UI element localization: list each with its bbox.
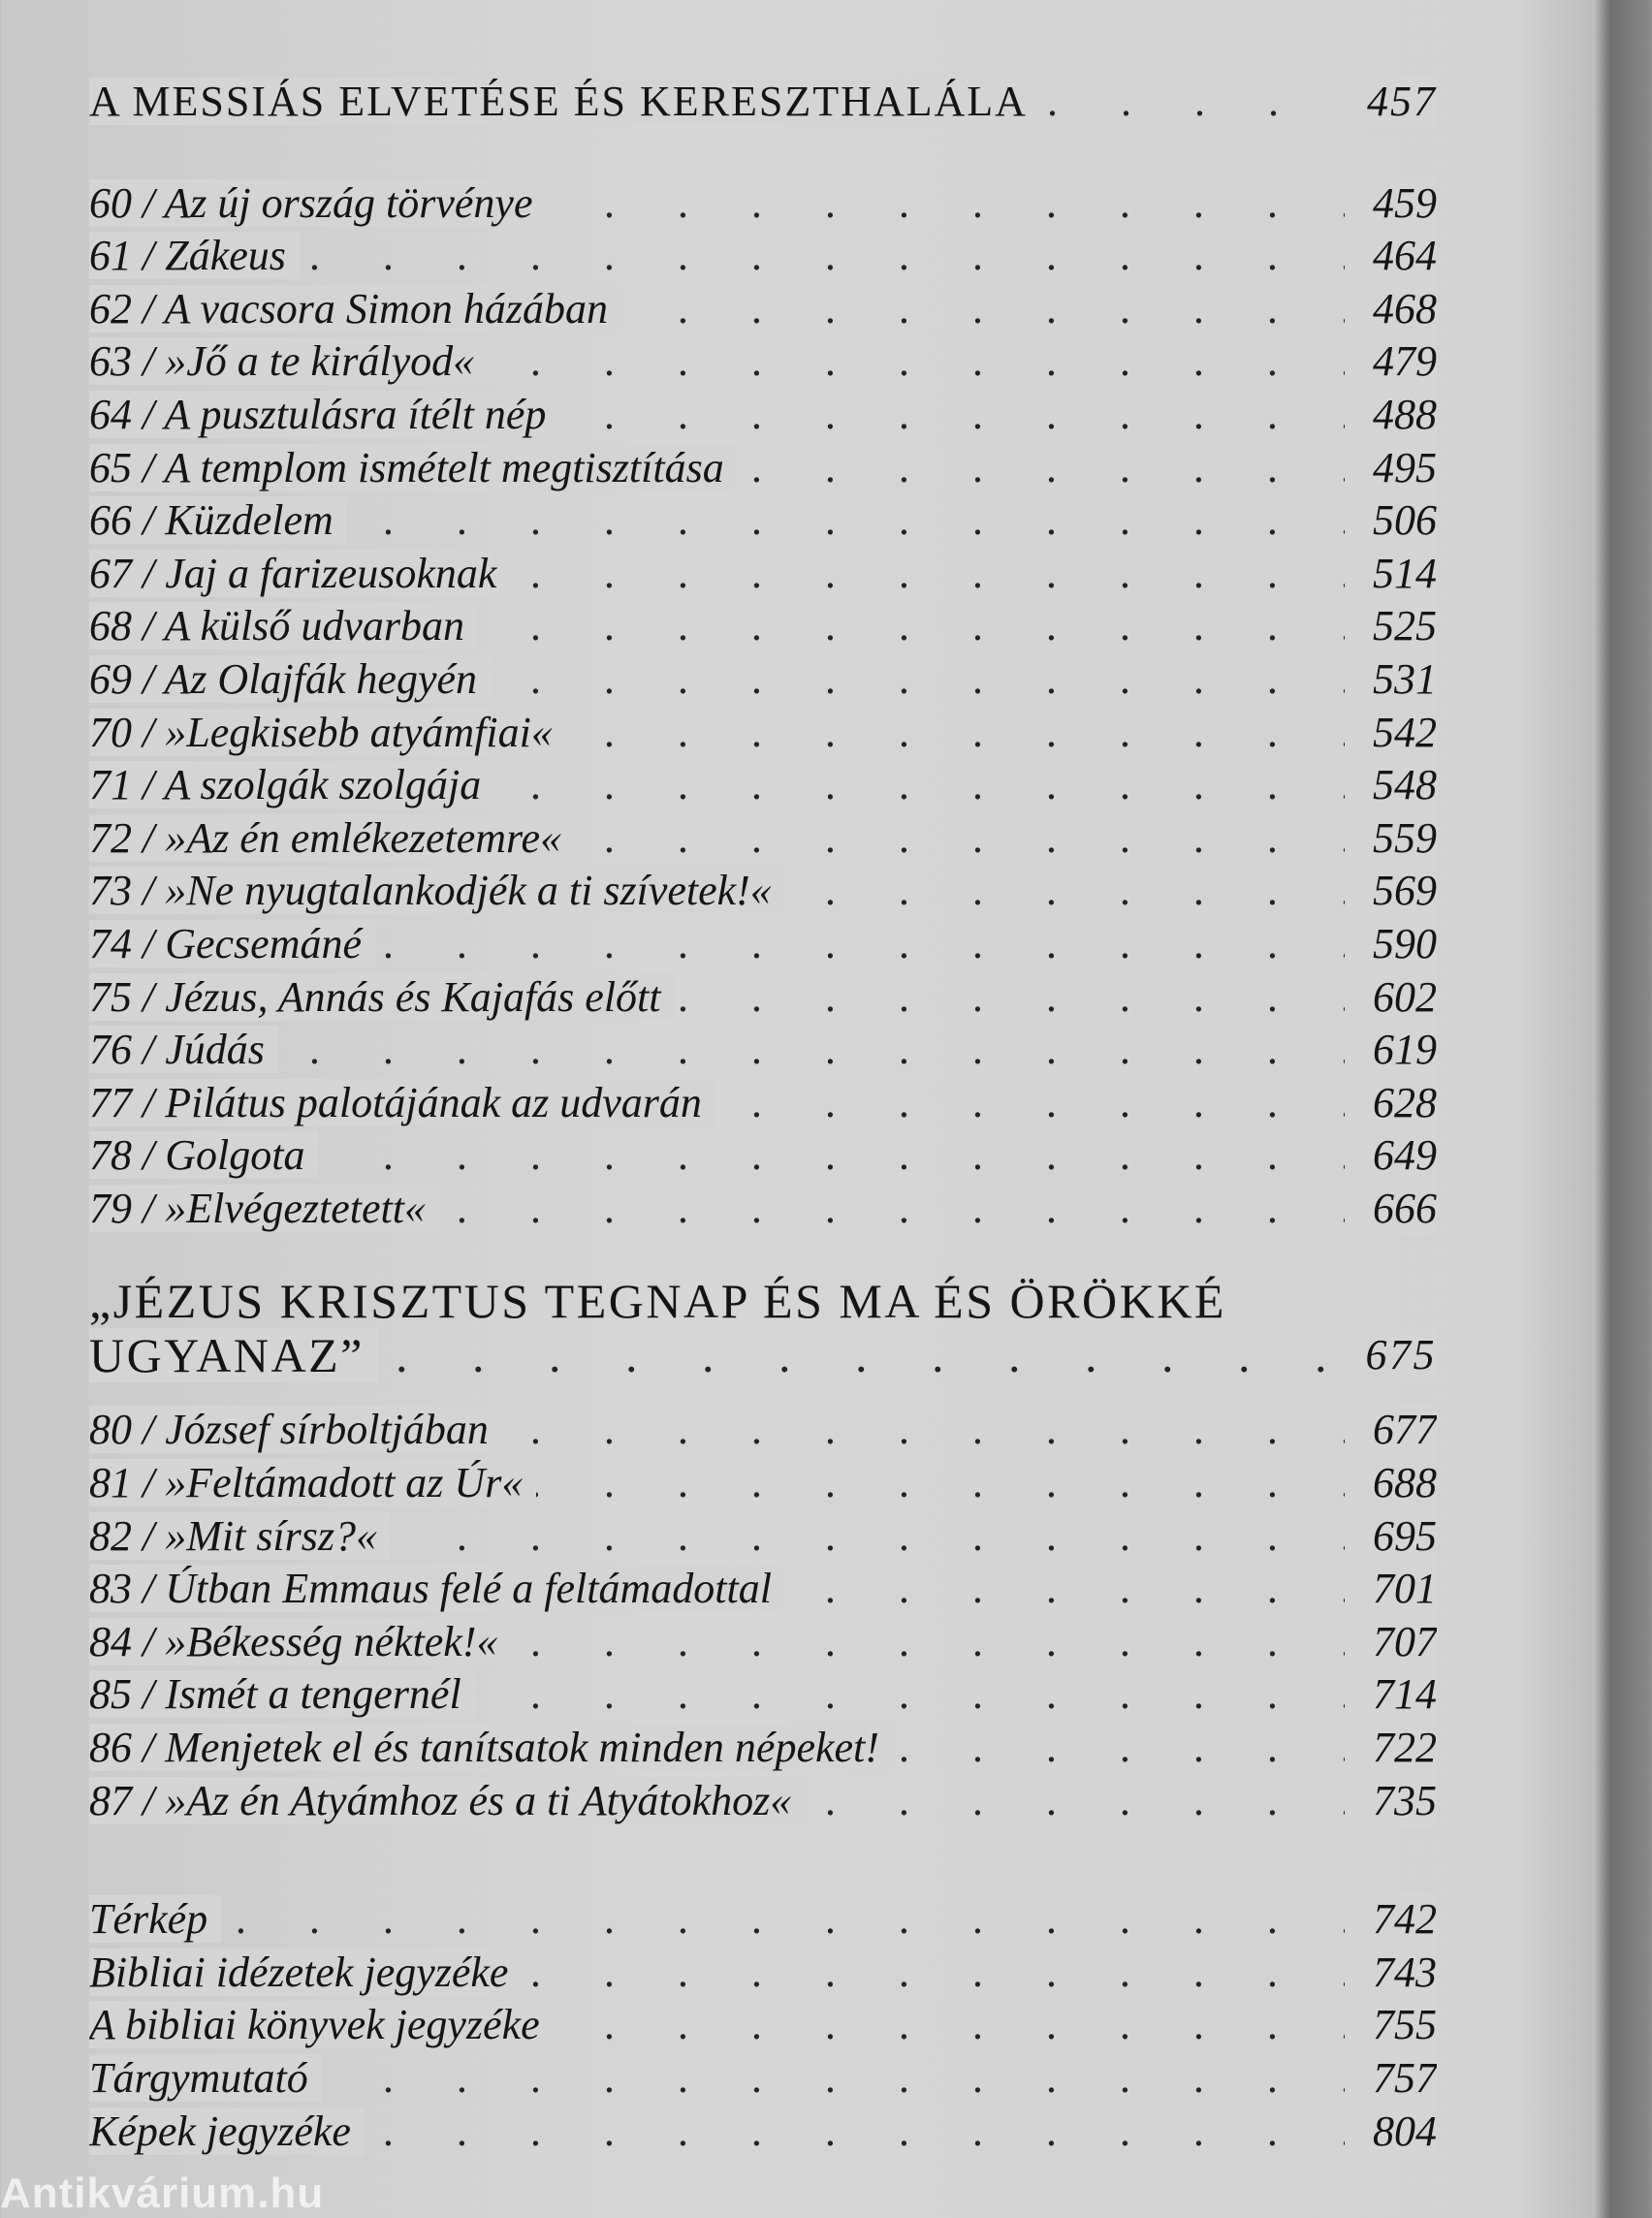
entry-page-number: 459 [1345, 177, 1437, 231]
toc-entry [89, 1563, 1437, 1616]
entry-title: 75 / Jézus, Annás és Kajafás előtt [89, 973, 675, 1021]
toc-entry [89, 2106, 1437, 2159]
toc-entry [89, 335, 1437, 389]
entry-page-number: 649 [1345, 1129, 1437, 1183]
section-title: A MESSIÁS ELVETÉSE ÉS KERESZTHALÁLA [89, 78, 1041, 125]
toc-entry [89, 2052, 1437, 2106]
entry-page-number: 707 [1345, 1616, 1437, 1669]
entry-page-number: 602 [1345, 971, 1437, 1025]
entry-page-number: 666 [1345, 1183, 1437, 1236]
toc-entry [89, 1775, 1437, 1828]
entry-title: 78 / Golgota [89, 1131, 318, 1179]
toc-entry [89, 918, 1437, 971]
entry-title: 68 / A külső udvarban [89, 602, 478, 650]
entry-page-number: 548 [1345, 759, 1437, 812]
entry-title: Térkép [89, 1895, 221, 1943]
entry-title: 76 / Júdás [89, 1026, 278, 1073]
entry-title: 84 / »Békesség néktek!« [89, 1618, 511, 1665]
entry-page-number: 755 [1345, 1999, 1437, 2052]
entry-page-number: 559 [1345, 812, 1437, 866]
appendix-entries [89, 1893, 1437, 2158]
entry-title: Bibliai idézetek jegyzéke [89, 1949, 522, 1996]
entry-title: 63 / »Jő a te királyod« [89, 337, 488, 385]
entry-title: A bibliai könyvek jegyzéke [89, 2001, 554, 2048]
entry-title: 79 / »Elvégeztetett« [89, 1185, 439, 1232]
entry-page-number: 677 [1345, 1404, 1437, 1457]
entry-page-number: 506 [1345, 494, 1437, 548]
entry-page-number: 628 [1345, 1077, 1437, 1130]
entry-page-number: 464 [1345, 230, 1437, 283]
toc-entry [89, 230, 1437, 283]
toc-entry [89, 1999, 1437, 2052]
entry-title: 73 / »Ne nyugtalankodjék a ti szívetek!« [89, 867, 785, 914]
toc-entry [89, 600, 1437, 653]
toc-entry [89, 1404, 1437, 1457]
toc-entry [89, 1616, 1437, 1669]
toc-entry [89, 971, 1437, 1025]
entry-title: 66 / Küzdelem [89, 496, 347, 544]
entry-title: 81 / »Feltámadott az Úr« [89, 1459, 536, 1506]
toc-entry [89, 1510, 1437, 1564]
section-heading [89, 1328, 1437, 1382]
entry-title: 74 / Gecsemáné [89, 920, 375, 967]
toc-entry [89, 442, 1437, 495]
entry-page-number: 495 [1345, 442, 1437, 495]
entry-page-number: 488 [1345, 389, 1437, 442]
entry-page-number: 735 [1345, 1775, 1437, 1828]
entry-page-number: 531 [1345, 653, 1437, 707]
entry-title: 86 / Menjetek el és tanítsatok minden népeket! [89, 1724, 893, 1771]
toc-entry [89, 494, 1437, 548]
entry-title: 77 / Pilátus palotájának az udvarán [89, 1079, 715, 1126]
toc-entry [89, 707, 1437, 760]
entry-page-number: 804 [1345, 2106, 1437, 2159]
entry-title: 61 / Zákeus [89, 232, 300, 279]
entry-page-number: 525 [1345, 600, 1437, 653]
toc-entry [89, 1129, 1437, 1183]
section-title-line-2: UGYANAZ” [89, 1328, 378, 1382]
section-page-number: 675 [1345, 1328, 1437, 1382]
entry-title: 83 / Útban Emmaus felé a feltámadottal [89, 1565, 785, 1612]
entry-title: Tárgymutató [89, 2054, 322, 2102]
section-title-line-1: „JÉZUS KRISZTUS TEGNAP ÉS MA ÉS ÖRÖKKÉ [89, 1274, 1226, 1329]
toc-entry [89, 1077, 1437, 1130]
section-1-entries [89, 177, 1437, 1236]
section-2-entries [89, 1404, 1437, 1827]
toc-entry [89, 548, 1437, 601]
toc-entry [89, 1893, 1437, 1947]
toc-entry [89, 1668, 1437, 1722]
toc-entry [89, 1024, 1437, 1077]
dot-leader [89, 1893, 1345, 1947]
entry-title: 64 / A pusztulásra ítélt nép [89, 391, 559, 438]
toc-entry [89, 865, 1437, 918]
toc-entry [89, 1183, 1437, 1236]
entry-page-number: 468 [1345, 283, 1437, 336]
toc-entry [89, 283, 1437, 336]
toc-entry [89, 389, 1437, 442]
entry-title: 65 / A templom ismételt megtisztítása [89, 444, 738, 491]
toc-entry [89, 1722, 1437, 1775]
entry-page-number: 542 [1345, 707, 1437, 760]
entry-title: 67 / Jaj a farizeusoknak [89, 550, 510, 597]
entry-page-number: 688 [1345, 1457, 1437, 1510]
entry-title: 71 / A szolgák szolgája [89, 761, 494, 808]
section-heading-line [89, 1274, 1437, 1328]
entry-title: 80 / József sírboltjában [89, 1406, 502, 1453]
entry-page-number: 695 [1345, 1510, 1437, 1564]
entry-title: 70 / »Legkisebb atyámfiai« [89, 709, 566, 756]
section-heading [89, 76, 1437, 129]
table-of-contents [89, 76, 1437, 2158]
toc-entry [89, 1947, 1437, 2000]
toc-entry [89, 1457, 1437, 1510]
entry-page-number: 619 [1345, 1024, 1437, 1077]
entry-page-number: 743 [1345, 1947, 1437, 2000]
toc-entry [89, 759, 1437, 812]
entry-page-number: 714 [1345, 1668, 1437, 1722]
toc-entry [89, 653, 1437, 707]
section-page-number: 457 [1345, 76, 1437, 129]
entry-page-number: 479 [1345, 335, 1437, 389]
entry-page-number: 722 [1345, 1722, 1437, 1775]
entry-title: 60 / Az új ország törvénye [89, 179, 547, 227]
entry-title: 82 / »Mit sírsz?« [89, 1512, 391, 1560]
entry-title: 85 / Ismét a tengernél [89, 1670, 475, 1718]
entry-page-number: 569 [1345, 865, 1437, 918]
entry-page-number: 701 [1345, 1563, 1437, 1616]
toc-entry [89, 177, 1437, 231]
entry-title: Képek jegyzéke [89, 2107, 365, 2155]
entry-title: 87 / »Az én Atyámhoz és a ti Atyátokhoz« [89, 1777, 805, 1824]
entry-title: 62 / A vacsora Simon házában [89, 285, 621, 333]
entry-page-number: 757 [1345, 2052, 1437, 2106]
entry-page-number: 742 [1345, 1893, 1437, 1947]
entry-page-number: 514 [1345, 548, 1437, 601]
entry-title: 72 / »Az én emlékezetemre« [89, 814, 575, 862]
entry-page-number: 590 [1345, 918, 1437, 971]
watermark: Antikvárium.hu [0, 2170, 325, 2217]
entry-title: 69 / Az Olajfák hegyén [89, 655, 491, 703]
toc-entry [89, 812, 1437, 866]
